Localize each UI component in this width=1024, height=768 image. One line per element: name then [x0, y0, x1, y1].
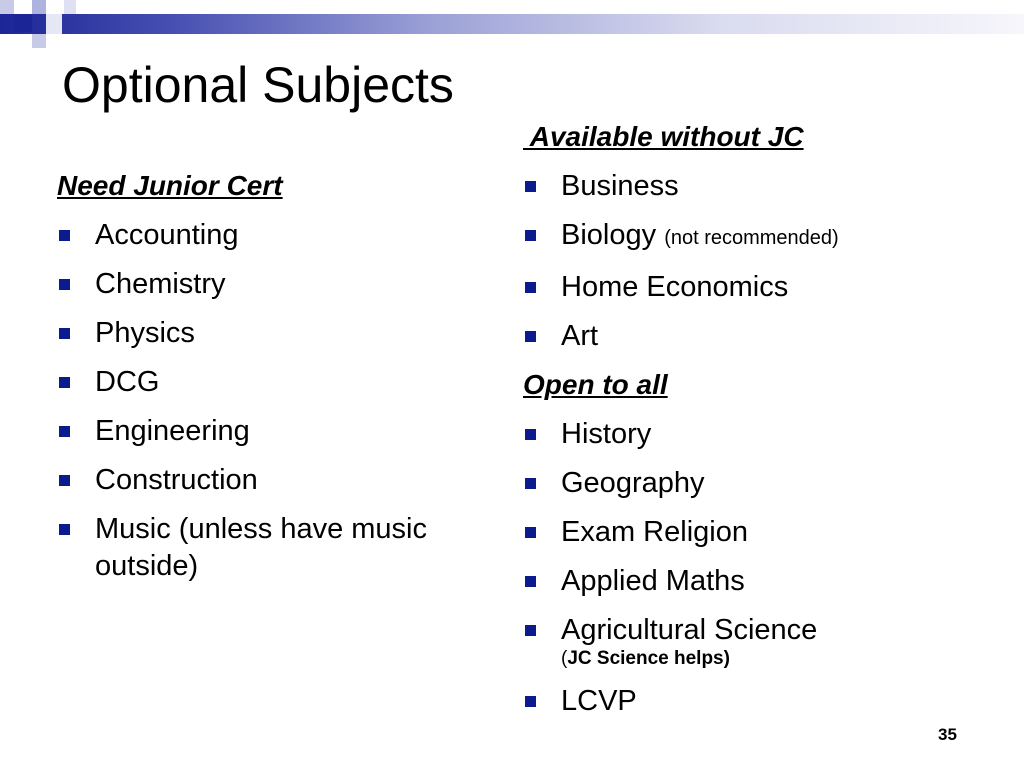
subject-label: History: [561, 418, 652, 450]
need-junior-cert-heading: Need Junior Cert: [57, 170, 283, 201]
list-item: [523, 168, 1003, 205]
list-item: [523, 465, 1003, 502]
subnote-paren: (: [561, 648, 568, 669]
bullet-icon: [525, 527, 536, 538]
subnote-text: JC Science helps): [567, 648, 730, 669]
bullet-icon: [525, 696, 536, 707]
subject-note: (not recommended): [664, 227, 839, 249]
subject-label: Exam Religion: [561, 516, 748, 548]
decor-square: [32, 34, 46, 48]
subject-label: DCG: [95, 366, 160, 398]
bullet-icon: [525, 282, 536, 293]
available-without-jc-heading: Available without JC: [523, 121, 804, 152]
open-to-all-heading: Open to all: [523, 369, 668, 400]
list-item: [57, 217, 497, 254]
list-item: [523, 416, 1003, 453]
bullet-icon: [59, 328, 70, 339]
subject-subnote: [561, 647, 1003, 671]
bullet-icon: [59, 377, 70, 388]
bullet-icon: [525, 429, 536, 440]
bullet-icon: [59, 475, 70, 486]
subject-label: Physics: [95, 317, 195, 349]
subject-label: LCVP: [561, 685, 637, 717]
list-item: [57, 315, 497, 352]
list-item: [57, 266, 497, 303]
gradient-bar: [0, 14, 1024, 34]
list-item: [523, 563, 1003, 600]
bullet-icon: [525, 576, 536, 587]
bullet-icon: [525, 181, 536, 192]
subject-label: Agricultural Science: [561, 614, 818, 646]
list-item: [523, 318, 1003, 355]
bullet-icon: [59, 230, 70, 241]
list-item: [523, 612, 1003, 671]
left-column: [57, 168, 497, 597]
right-column: [523, 119, 1003, 732]
bullet-icon: [525, 331, 536, 342]
subject-label: Biology: [561, 219, 657, 251]
decor-square: [46, 14, 62, 34]
subject-label: Business: [561, 170, 679, 202]
subject-label: Home Economics: [561, 271, 789, 303]
bullet-icon: [525, 478, 536, 489]
list-item: [57, 413, 497, 450]
subject-label: Chemistry: [95, 268, 226, 300]
subject-label: Accounting: [95, 219, 239, 251]
subject-label: Geography: [561, 467, 705, 499]
decor-square: [32, 0, 46, 14]
bullet-icon: [59, 426, 70, 437]
bullet-icon: [525, 230, 536, 241]
list-item: [523, 269, 1003, 306]
decor-square: [14, 14, 32, 32]
bullet-icon: [59, 524, 70, 535]
decor-square: [64, 0, 76, 14]
list-item: [57, 364, 497, 401]
subject-label: Engineering: [95, 415, 250, 447]
slide-title: Optional Subjects: [62, 57, 454, 113]
list-item: [523, 683, 1003, 720]
subject-label: Applied Maths: [561, 565, 745, 597]
list-item: [523, 514, 1003, 551]
subject-label: Construction: [95, 464, 258, 496]
list-item: [57, 511, 497, 585]
list-item: [57, 462, 497, 499]
subject-label: Art: [561, 320, 599, 352]
bullet-icon: [59, 279, 70, 290]
page-number: 35: [938, 725, 957, 744]
subject-label: Music (unless have music outside): [95, 513, 427, 582]
decor-square: [0, 0, 14, 14]
list-item: [523, 217, 1003, 257]
bullet-icon: [525, 625, 536, 636]
